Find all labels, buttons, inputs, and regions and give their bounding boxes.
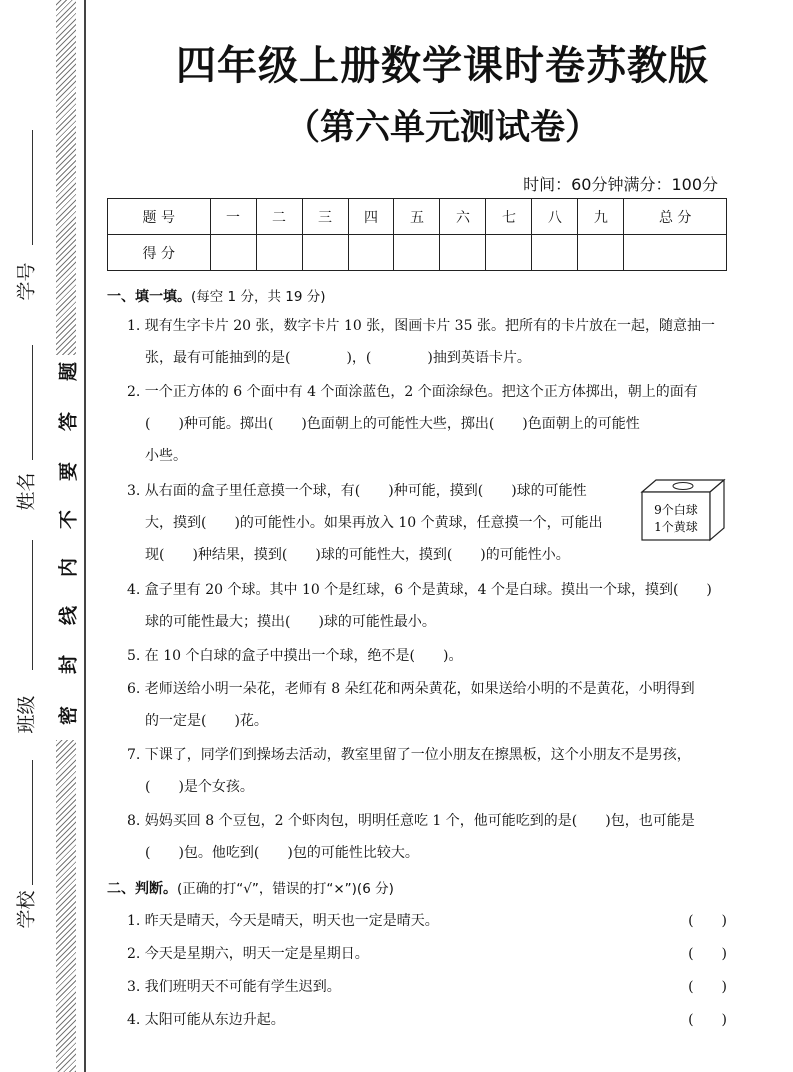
score-cell[interactable] <box>302 235 348 271</box>
box-label-white: 9个白球 <box>654 503 698 517</box>
score-cell[interactable] <box>578 235 624 271</box>
judge-item: 4. 太阳可能从东边升起。 ( ) <box>127 1009 727 1029</box>
seal-char: 题 <box>57 362 80 382</box>
margin-rule <box>84 0 86 1072</box>
table-cell: 一 <box>210 199 256 235</box>
page-title: 四年级上册数学课时卷苏教版 <box>176 43 709 89</box>
table-cell: 二 <box>256 199 302 235</box>
judge-item: 2. 今天是星期六，明天一定是星期日。 ( ) <box>127 943 727 963</box>
seal-char: 内 <box>57 558 80 578</box>
table-cell: 八 <box>532 199 578 235</box>
section-heading: 二、判断。(正确的打“√”，错误的打“×”)(6 分) <box>107 881 394 897</box>
answer-paren[interactable]: ( ) <box>688 1012 727 1028</box>
question: 5. 在 10 个白球的盒子中摸出一个球，绝不是( )。 <box>127 648 463 664</box>
ball-box-illustration <box>640 476 726 542</box>
question: 2. 一个正方体的 6 个面中有 4 个面涂蓝色，2 个面涂绿色。把这个正方体掷出，朝上的面有 ( )种可能。掷出( )色面朝上的可能性大些，掷出( )色面朝上的可能性 小些。 <box>127 384 698 464</box>
score-cell[interactable] <box>624 235 727 271</box>
seal-char: 封 <box>57 655 80 675</box>
section-heading: 一、填一填。(每空 1 分，共 19 分) <box>107 289 326 305</box>
table-cell: 九 <box>578 199 624 235</box>
table-cell: 三 <box>302 199 348 235</box>
table-cell: 四 <box>348 199 394 235</box>
question: 1. 现有生字卡片 20 张，数字卡片 10 张，图画卡片 35 张。把所有的卡片放在一起，随意抽一 张，最有可能抽到的是( )，( )抽到英语卡片。 <box>127 318 715 366</box>
score-cell[interactable] <box>532 235 578 271</box>
answer-paren[interactable]: ( ) <box>688 913 727 929</box>
table-cell: 题 号 <box>108 199 211 235</box>
class-line <box>32 540 33 670</box>
class-label: 班级 <box>15 695 38 734</box>
table-cell: 七 <box>486 199 532 235</box>
answer-paren[interactable]: ( ) <box>688 979 727 995</box>
question: 7. 下课了，同学们到操场去活动，教室里留了一位小朋友在擦黑板，这个小朋友不是男孩， ( )是个女孩。 <box>127 747 691 795</box>
table-cell: 得 分 <box>108 235 211 271</box>
seal-char: 不 <box>57 510 80 530</box>
score-cell[interactable] <box>486 235 532 271</box>
seal-char: 答 <box>57 412 80 432</box>
student-id-label: 学号 <box>15 262 38 301</box>
question: 8. 妈妈买回 8 个豆包，2 个虾肉包，明明任意吃 1 个，他可能吃到的是( )包，也可能是 ( )包。他吃到( )包的可能性比较大。 <box>127 813 695 861</box>
question: 6. 老师送给小明一朵花，老师有 8 朵红花和两朵黄花，如果送给小明的不是黄花，小明得到 的一定是( )花。 <box>127 681 695 729</box>
table-row <box>108 199 727 235</box>
score-cell[interactable] <box>256 235 302 271</box>
binding-margin <box>0 0 92 1072</box>
seal-char: 密 <box>57 706 80 726</box>
box-label-yellow: 1个黄球 <box>654 520 698 534</box>
score-cell[interactable] <box>210 235 256 271</box>
time-info: 时间：60分钟满分：100分 <box>523 175 718 194</box>
question: 3. 从右面的盒子里任意摸一个球，有( )种可能，摸到( )球的可能性 大，摸到( )的可能性小。如果再放入 10 个黄球，任意摸一个，可能出 现( )种结果，摸到( )球的可能性大，摸到( )的可能性小。 <box>127 483 603 563</box>
question: 4. 盒子里有 20 个球。其中 10 个是红球，6 个是黄球，4 个是白球。摸出一个球，摸到( ) 球的可能性最大；摸出( )球的可能性最小。 <box>127 582 712 630</box>
school-label: 学校 <box>15 890 38 929</box>
table-cell: 六 <box>440 199 486 235</box>
name-line <box>32 345 33 460</box>
judge-item: 3. 我们班明天不可能有学生迟到。 ( ) <box>127 976 727 996</box>
score-cell[interactable] <box>348 235 394 271</box>
school-line <box>32 760 33 885</box>
answer-paren[interactable]: ( ) <box>688 946 727 962</box>
seal-char: 线 <box>57 606 80 626</box>
table-cell: 五 <box>394 199 440 235</box>
student-id-line <box>32 130 33 245</box>
table-row <box>108 235 727 271</box>
seal-char: 要 <box>57 462 80 482</box>
page-subtitle: （第六单元测试卷） <box>284 108 600 148</box>
table-cell: 总 分 <box>624 199 727 235</box>
score-table <box>107 198 727 271</box>
score-cell[interactable] <box>394 235 440 271</box>
score-cell[interactable] <box>440 235 486 271</box>
judge-item: 1. 昨天是晴天，今天是晴天，明天也一定是晴天。 ( ) <box>127 910 727 930</box>
name-label: 姓名 <box>15 472 38 511</box>
